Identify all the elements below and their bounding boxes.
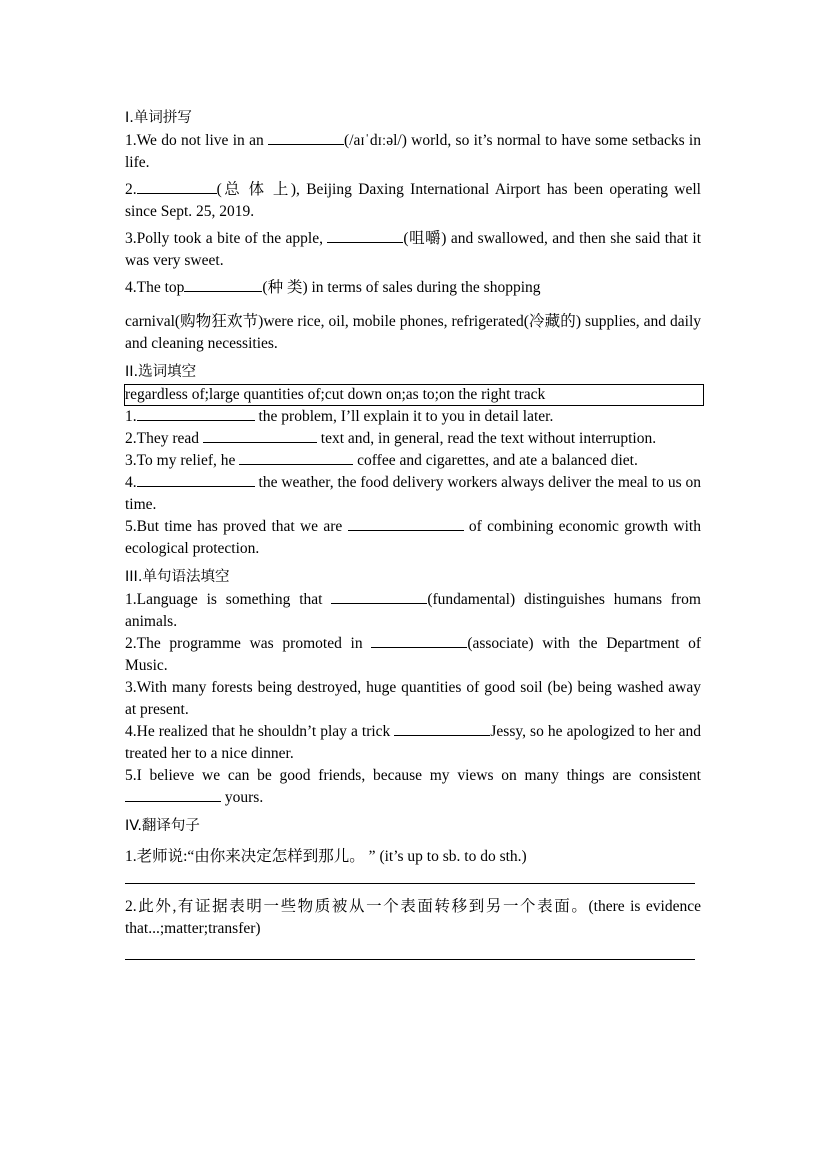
answer-blank[interactable] (394, 721, 490, 736)
answer-blank[interactable] (348, 516, 464, 531)
s4-item-2: 2.此外,有证据表明一些物质被从一个表面转移到另一个表面。(there is evidence that...;matter;transfer) (125, 898, 701, 937)
s2-item-1: 1. the problem, I’ll explain it to you in detail later. (125, 408, 554, 425)
s1-item-4: 4.The top (种 类) in terms of sales during the shopping (125, 279, 541, 296)
s2-item-5: 5.But time has proved that we are of combining economic growth with ecological protection. (125, 518, 701, 557)
answer-blank[interactable] (268, 130, 344, 145)
section-4-heading: IV.翻译句子 (125, 818, 200, 834)
word-bank: regardless of;large quantities of;cut down on;as to;on the right track (124, 384, 704, 406)
s2-item-4: 4. the weather, the food delivery workers always deliver the meal to us on time. (125, 474, 701, 513)
answer-blank[interactable] (331, 589, 427, 604)
answer-blank[interactable] (125, 787, 221, 802)
s1-item-4-cont: carnival(购物狂欢节)were rice, oil, mobile phones, refrigerated(冷藏的) supplies, and daily and cleaning necessities. (125, 313, 701, 352)
s1-item-1: 1.We do not live in an (/aɪˈdɪːəl/) world, so it’s normal to have some setbacks in life. (125, 132, 701, 171)
answer-blank[interactable] (137, 179, 217, 194)
s2-item-3: 3.To my relief, he coffee and cigarettes, and ate a balanced diet. (125, 452, 638, 469)
section-3-heading: III.单句语法填空 (125, 569, 230, 585)
s4-item-1: 1.老师说:“由你来决定怎样到那儿。 ” (it’s up to sb. to do sth.) (125, 848, 527, 865)
answer-blank[interactable] (184, 277, 262, 292)
answer-blank[interactable] (239, 450, 353, 465)
answer-blank[interactable] (327, 228, 403, 243)
s3-item-1: 1.Language is something that (fundamental) distinguishes humans from animals. (125, 591, 701, 630)
s3-item-5: 5.I believe we can be good friends, because my views on many things are consistent yours. (125, 767, 701, 806)
answer-line[interactable] (125, 958, 695, 960)
answer-line[interactable] (125, 882, 695, 884)
s1-item-2: 2. (总 体 上), Beijing Daxing International Airport has been operating well since Sept. 25, 2019. (125, 181, 701, 220)
s1-item-3: 3.Polly took a bite of the apple, (咀嚼) and swallowed, and then she said that it was very sweet. (125, 230, 701, 269)
answer-blank[interactable] (137, 472, 255, 487)
worksheet (125, 106, 701, 960)
s2-item-2: 2.They read text and, in general, read the text without interruption. (125, 430, 657, 447)
answer-blank[interactable] (203, 428, 317, 443)
answer-blank[interactable] (371, 633, 467, 648)
section-1-heading: I.单词拼写 (125, 110, 192, 126)
answer-blank[interactable] (137, 406, 255, 421)
s3-item-4: 4.He realized that he shouldn’t play a trick Jessy, so he apologized to her and treated her to a nice dinner. (125, 723, 701, 762)
s3-item-2: 2.The programme was promoted in (associate) with the Department of Music. (125, 635, 702, 674)
s3-item-3: 3.With many forests being destroyed, huge quantities of good soil (be) being washed away at present. (125, 679, 701, 718)
section-2-heading: II.选词填空 (125, 364, 197, 380)
